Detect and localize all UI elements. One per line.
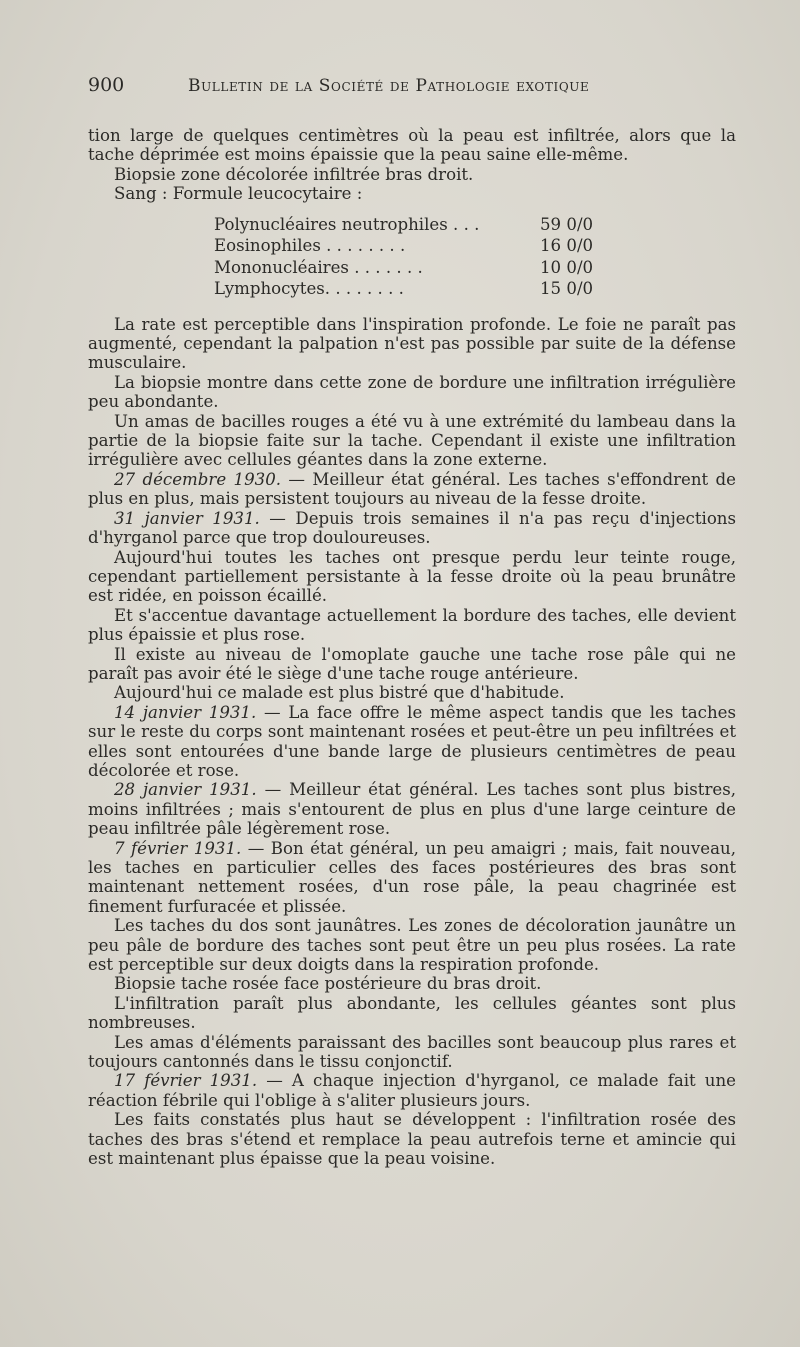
paragraph: Il existe au niveau de l'omoplate gauche une tache rose pâle qui ne paraît pas avoir été le siège d'une tache rouge antérieure.: [88, 644, 736, 683]
formula-row: [214, 215, 620, 237]
leukocyte-formula-table: [214, 215, 620, 301]
formula-row: [214, 236, 620, 258]
paragraph: Et s'accentue davantage actuellement la bordure des taches, elle devient plus épaissie et plus rose.: [88, 605, 736, 645]
dated-entry: [88, 470, 736, 509]
dated-entry: [88, 839, 736, 917]
dated-entry: [88, 780, 736, 838]
entry-date: 14 janvier 1931.: [114, 702, 257, 722]
page-header: [88, 74, 732, 104]
paragraph: Aujourd'hui ce malade est plus bistré que d'habitude.: [114, 683, 565, 703]
entry-date: 17 février 1931.: [114, 1071, 258, 1091]
entry-text: — La face offre le même aspect tandis que les taches sur le reste du corps sont maintenant rosées et peut-être un peu infiltrées et elles sont entourées d'une bande large de plusieurs centimètres de peau décolorée et rose.: [88, 702, 736, 780]
paragraph: Les taches du dos sont jaunâtres. Les zones de décoloration jaunâtre un peu pâle de bordure des taches sont peut être un peu plus rosées. La rate est perceptible sur deux doigts dans la respiration profonde.: [88, 916, 736, 975]
dated-entry: [88, 1071, 736, 1110]
entry-text: — Bon état général, un peu amaigri ; mais, fait nouveau, les taches en particulier celles des faces postérieures des bras sont maintenant nettement rosées, d'un rose pâle, la peau chagrinée est finement furfuracée et plissée.: [88, 838, 736, 916]
dated-entry: [88, 509, 736, 548]
paragraph: La biopsie montre dans cette zone de bordure une infiltration irrégulière peu abondante.: [88, 372, 736, 412]
formula-cell-value: 16 0/0: [540, 236, 594, 256]
formula-cell-value: 15 0/0: [540, 279, 594, 299]
paragraph: Les faits constatés plus haut se développent : l'infiltration rosée des taches des bras s'étend et remplace la peau autrefois terne et amincie qui est maintenant plus épaisse que la peau voisine.: [88, 1110, 736, 1169]
formula-cell-name: Eosinophiles . . . . . . . .: [214, 236, 406, 256]
paragraph: La rate est perceptible dans l'inspiration profonde. Le foie ne paraît pas augmenté, cependant la palpation n'est pas possible par suite de la défense musculaire.: [88, 314, 736, 373]
entry-text: — A chaque injection d'hyrganol, ce malade fait une réaction fébrile qui l'oblige à s'aliter plusieurs jours.: [88, 1071, 737, 1110]
paragraph: Sang : Formule leucocytaire :: [114, 184, 363, 204]
entry-text: — Depuis trois semaines il n'a pas reçu d'injections d'hyrganol parce que trop douloureuses.: [88, 508, 737, 548]
paragraph: Un amas de bacilles rouges a été vu à une extrémité du lambeau dans la partie de la biopsie faite sur la tache. Cependant il existe une infiltration irrégulière avec cellules géantes dans la zone externe.: [88, 411, 736, 470]
paragraph: tion large de quelques centimètres où la peau est infiltrée, alors que la tache déprimée est moins épaissie que la peau saine elle-même.: [88, 126, 736, 165]
article-body: [88, 126, 736, 1169]
entry-text: — Meilleur état général. Les taches s'effondrent de plus en plus, mais persistent toujours au niveau de la fesse droite.: [88, 469, 736, 509]
entry-text: — Meilleur état général. Les taches sont plus bistres, moins infiltrées ; mais s'entourent de plus en plus d'une large ceinture de peau infiltrée pâle légèrement rose.: [88, 780, 737, 839]
formula-row: [214, 279, 620, 301]
entry-date: 7 février 1931.: [114, 838, 242, 858]
paragraph: Biopsie tache rosée face postérieure du bras droit.: [114, 974, 542, 994]
entry-date: 31 janvier 1931.: [114, 508, 260, 528]
formula-row: [214, 258, 620, 280]
entry-date: 28 janvier 1931.: [114, 780, 257, 800]
dated-entry: [88, 703, 736, 781]
entry-date: 27 décembre 1930.: [114, 469, 282, 489]
paragraph: L'infiltration paraît plus abondante, les cellules géantes sont plus nombreuses.: [88, 993, 736, 1033]
paragraph: Biopsie zone décolorée infiltrée bras droit.: [114, 164, 474, 184]
formula-cell-value: 10 0/0: [540, 257, 594, 277]
paragraph: Les amas d'éléments paraissant des bacilles sont beaucoup plus rares et toujours cantonnés dans le tissu conjonctif.: [88, 1032, 736, 1072]
formula-cell-value: 59 0/0: [540, 214, 594, 234]
formula-cell-name: Mononucléaires . . . . . . .: [214, 257, 423, 277]
formula-cell-name: Lymphocytes. . . . . . . .: [214, 279, 404, 299]
page-number: 900: [88, 74, 125, 96]
paragraph: Aujourd'hui toutes les taches ont presque perdu leur teinte rouge, cependant partiellement persistante à la fesse droite où la peau brunâtre est ridée, en poisson écaillé.: [88, 547, 736, 606]
formula-cell-name: Polynucléaires neutrophiles . . .: [214, 214, 480, 234]
running-title: Bulletin de la Société de Pathologie exotique: [188, 76, 590, 96]
